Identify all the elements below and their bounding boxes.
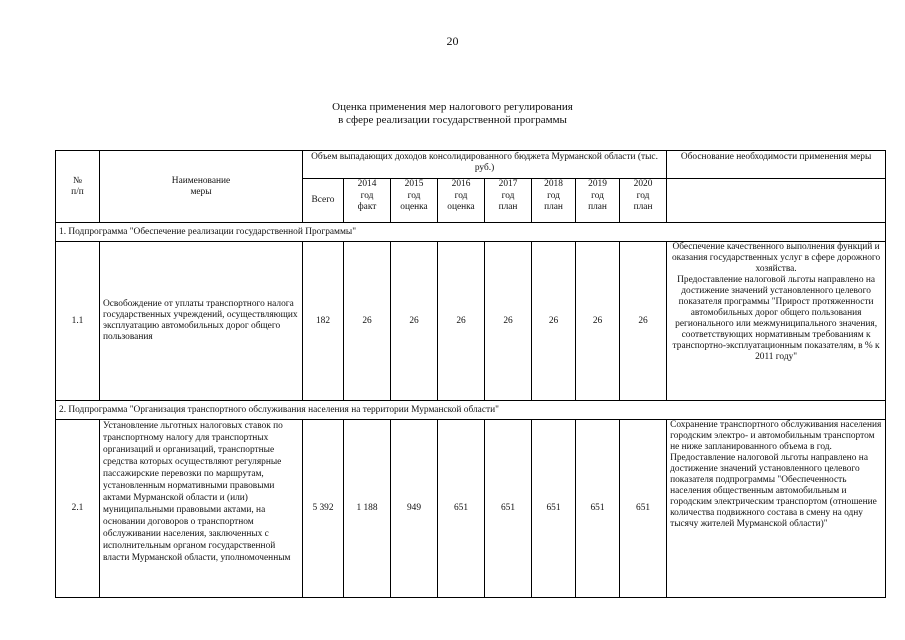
measure-name: Освобождение от уплаты транспортного налога государственных учреждений, осуществляющих эксплуатацию автомобильных дорог общего пользования [100, 242, 303, 401]
value-2015: 949 [391, 420, 438, 598]
value-2019: 26 [576, 242, 620, 401]
header-year-2019: 2019 год план [576, 179, 620, 223]
title-line-2: в сфере реализации государственной программы [338, 114, 567, 126]
value-2018: 651 [532, 420, 576, 598]
tax-measures-table [55, 150, 886, 598]
header-row-1 [56, 151, 886, 179]
justification-text: Обеспечение качественного выполнения функций и оказания государственных услуг в сфере дорожного хозяйства. Предоставление налоговой льготы направлено на достижение значений установленного целевого показателя программы "Прирост протяженности автомобильных дорог общего пользования регионального или межмуниципального значения, соответствующих нормативным требованиям к транспортно-эксплуатационным показателям, в % к 2011 году" [667, 242, 886, 401]
value-2014: 26 [344, 242, 391, 401]
value-2020: 651 [620, 420, 667, 598]
section-row-2 [56, 401, 886, 420]
table-row [56, 242, 886, 401]
row-number: 2.1 [56, 420, 100, 598]
header-year-2014: 2014 год факт [344, 179, 391, 223]
value-total: 182 [303, 242, 344, 401]
value-2017: 651 [485, 420, 532, 598]
header-year-2020: 2020 год план [620, 179, 667, 223]
header-year-2015: 2015 год оценка [391, 179, 438, 223]
section-row-1 [56, 223, 886, 242]
value-2015: 26 [391, 242, 438, 401]
header-name: Наименование меры [100, 151, 303, 223]
value-2016: 26 [438, 242, 485, 401]
section-title-2: 2. Подпрограмма "Организация транспортного обслуживания населения на территории Мурманской области" [56, 401, 886, 420]
table-row [56, 420, 886, 598]
header-year-2017: 2017 год план [485, 179, 532, 223]
document-title [0, 101, 905, 127]
value-2019: 651 [576, 420, 620, 598]
value-2016: 651 [438, 420, 485, 598]
value-2017: 26 [485, 242, 532, 401]
header-year-2016: 2016 год оценка [438, 179, 485, 223]
header-empty [667, 179, 886, 223]
justification-text: Сохранение транспортного обслуживания населения городским электро- и автомобильным транспортом не ниже запланированного объема в год. Предоставление налоговой льготы направлено на достижение значений установленного целевого показателя подпрограммы "Обеспеченность населения общественным автомобильным и городским электрическим транспортом (отношение количества подвижного состава в смену на одну тысячу жителей Мурманской области)" [667, 420, 886, 598]
section-title-1: 1. Подпрограмма "Обеспечение реализации государственной Программы" [56, 223, 886, 242]
header-total: Всего [303, 179, 344, 223]
header-volume: Объем выпадающих доходов консолидированного бюджета Мурманской области (тыс. руб.) [303, 151, 667, 179]
header-justification: Обоснование необходимости применения меры [667, 151, 886, 179]
page-number: 20 [446, 34, 459, 48]
header-num: № п/п [56, 151, 100, 223]
row-number: 1.1 [56, 242, 100, 401]
value-2014: 1 188 [344, 420, 391, 598]
header-year-2018: 2018 год план [532, 179, 576, 223]
measure-name: Установление льготных налоговых ставок по транспортному налогу для транспортных организаций и организаций, транспортные средства которых осуществляют регулярные пассажирские перевозки по маршрутам, установленным нормативными правовыми актами Мурманской области и (или) муниципальными правовыми актами, на основании договоров о транспортном обслуживании населения, заключенных с исполнительным органом государственной власти Мурманской области, уполномоченным [100, 420, 303, 598]
value-2020: 26 [620, 242, 667, 401]
value-total: 5 392 [303, 420, 344, 598]
value-2018: 26 [532, 242, 576, 401]
title-line-1: Оценка применения мер налогового регулирования [332, 101, 573, 113]
